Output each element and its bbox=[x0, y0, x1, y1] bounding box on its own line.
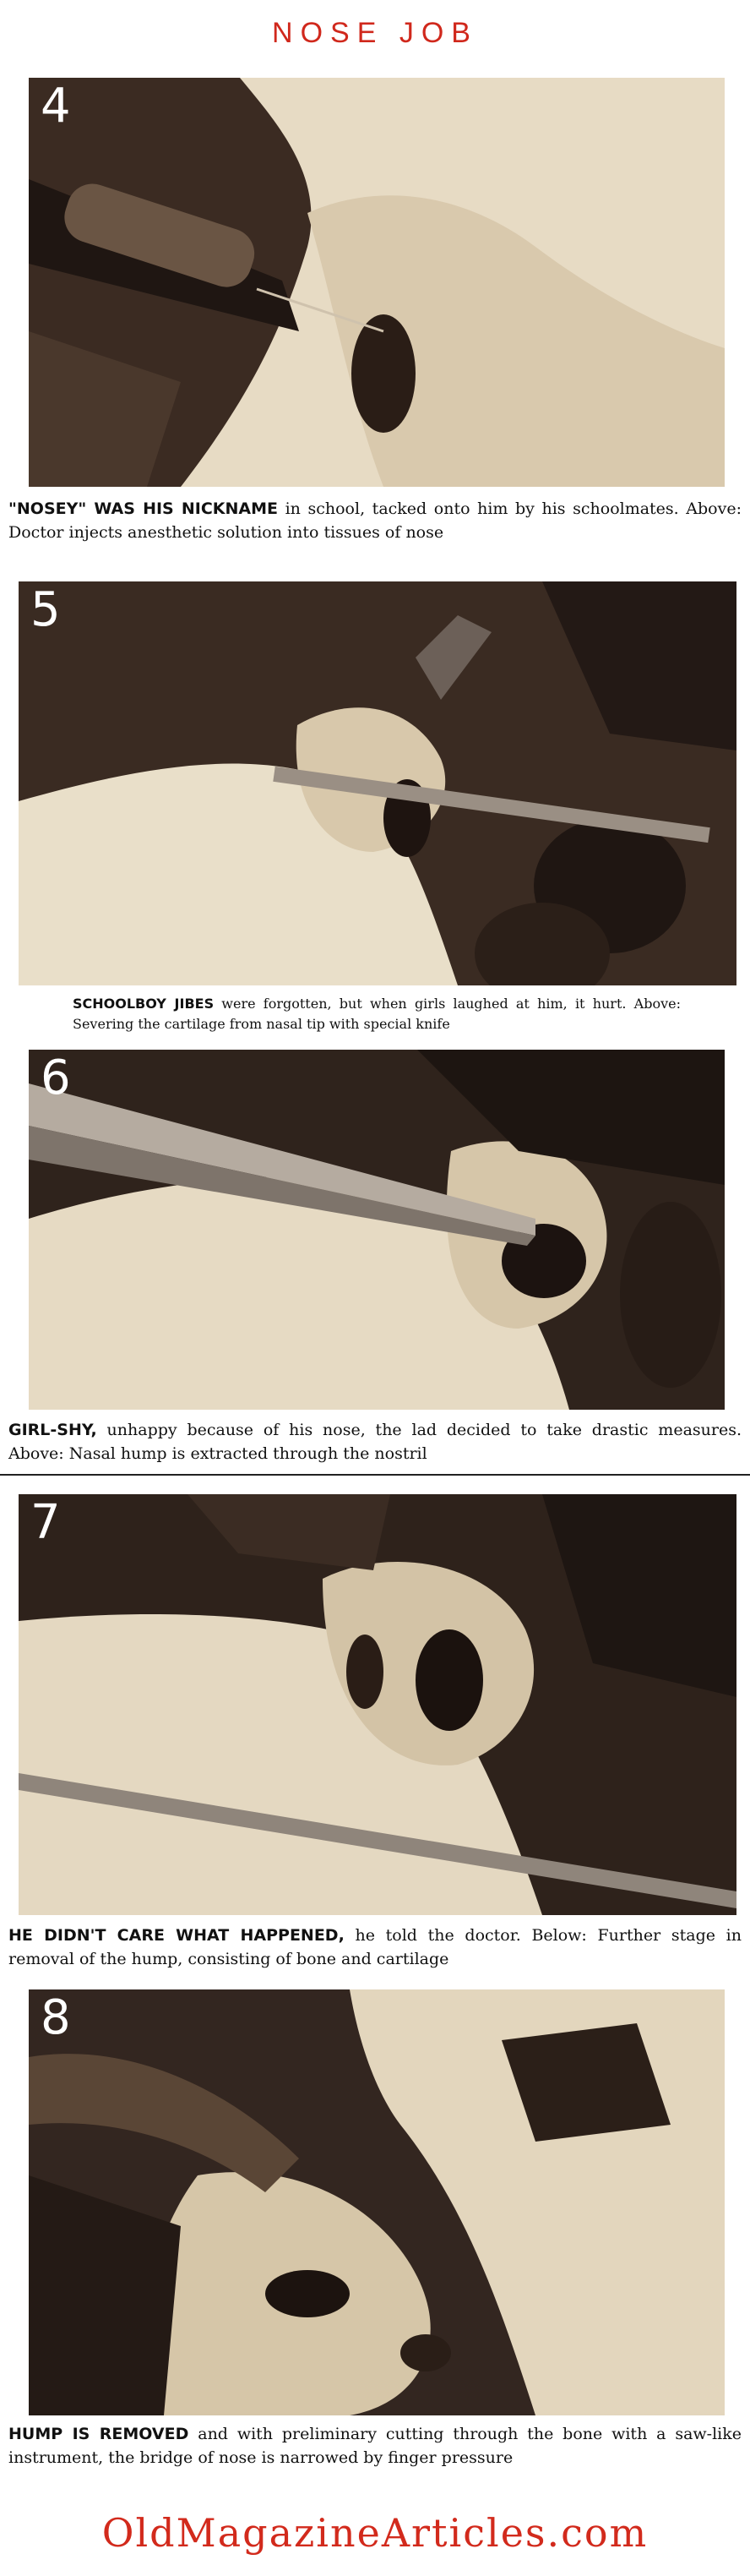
caption-4 bbox=[8, 497, 742, 544]
caption-8 bbox=[8, 2422, 742, 2470]
divider bbox=[0, 1474, 750, 1476]
photo-8-image bbox=[29, 1989, 725, 2415]
photo-7 bbox=[19, 1494, 736, 1915]
page-title: NOSE JOB bbox=[272, 17, 478, 49]
photo-8 bbox=[29, 1989, 725, 2415]
caption-lead: HUMP IS REMOVED bbox=[8, 2425, 189, 2443]
photo-number: 5 bbox=[30, 582, 61, 637]
photo-number: 7 bbox=[30, 1495, 61, 1550]
caption-text: in school, tacked onto him by his schoolmates. Above: Doctor injects anesthetic solution into tissues of nose bbox=[8, 499, 742, 542]
photo-number: 6 bbox=[41, 1051, 71, 1105]
photo-6-image bbox=[29, 1050, 725, 1410]
photo-4 bbox=[29, 78, 725, 487]
caption-lead: "NOSEY" WAS HIS NICKNAME bbox=[8, 499, 279, 518]
photo-6 bbox=[29, 1050, 725, 1410]
photo-4-image bbox=[29, 78, 725, 487]
watermark: OldMagazineArticles.com bbox=[101, 2510, 649, 2556]
photo-number: 4 bbox=[41, 79, 71, 134]
caption-text: unhappy because of his nose, the lad decided to take drastic measures. Above: Nasal hump is extracted through the nostril bbox=[8, 1421, 742, 1463]
caption-6 bbox=[8, 1418, 742, 1465]
caption-lead: HE DIDN'T CARE WHAT HAPPENED, bbox=[8, 1926, 345, 1945]
caption-5 bbox=[73, 994, 681, 1034]
photo-5 bbox=[19, 581, 736, 985]
photo-7-image bbox=[19, 1494, 736, 1915]
caption-7 bbox=[8, 1924, 742, 1971]
photo-number: 8 bbox=[41, 1990, 71, 2045]
caption-text: and with preliminary cutting through the bone with a saw-like instrument, the bridge of nose is narrowed by finger pressure bbox=[8, 2425, 742, 2467]
photo-5-image bbox=[19, 581, 736, 985]
caption-text: he told the doctor. Below: Further stage in removal of the hump, consisting of bone and cartilage bbox=[8, 1926, 742, 1968]
caption-lead: GIRL-SHY, bbox=[8, 1421, 97, 1439]
caption-lead: SCHOOLBOY JIBES bbox=[73, 996, 215, 1012]
caption-text: were forgotten, but when girls laughed at him, it hurt. Above: Severing the cartilage from nasal tip with special knife bbox=[73, 996, 681, 1032]
